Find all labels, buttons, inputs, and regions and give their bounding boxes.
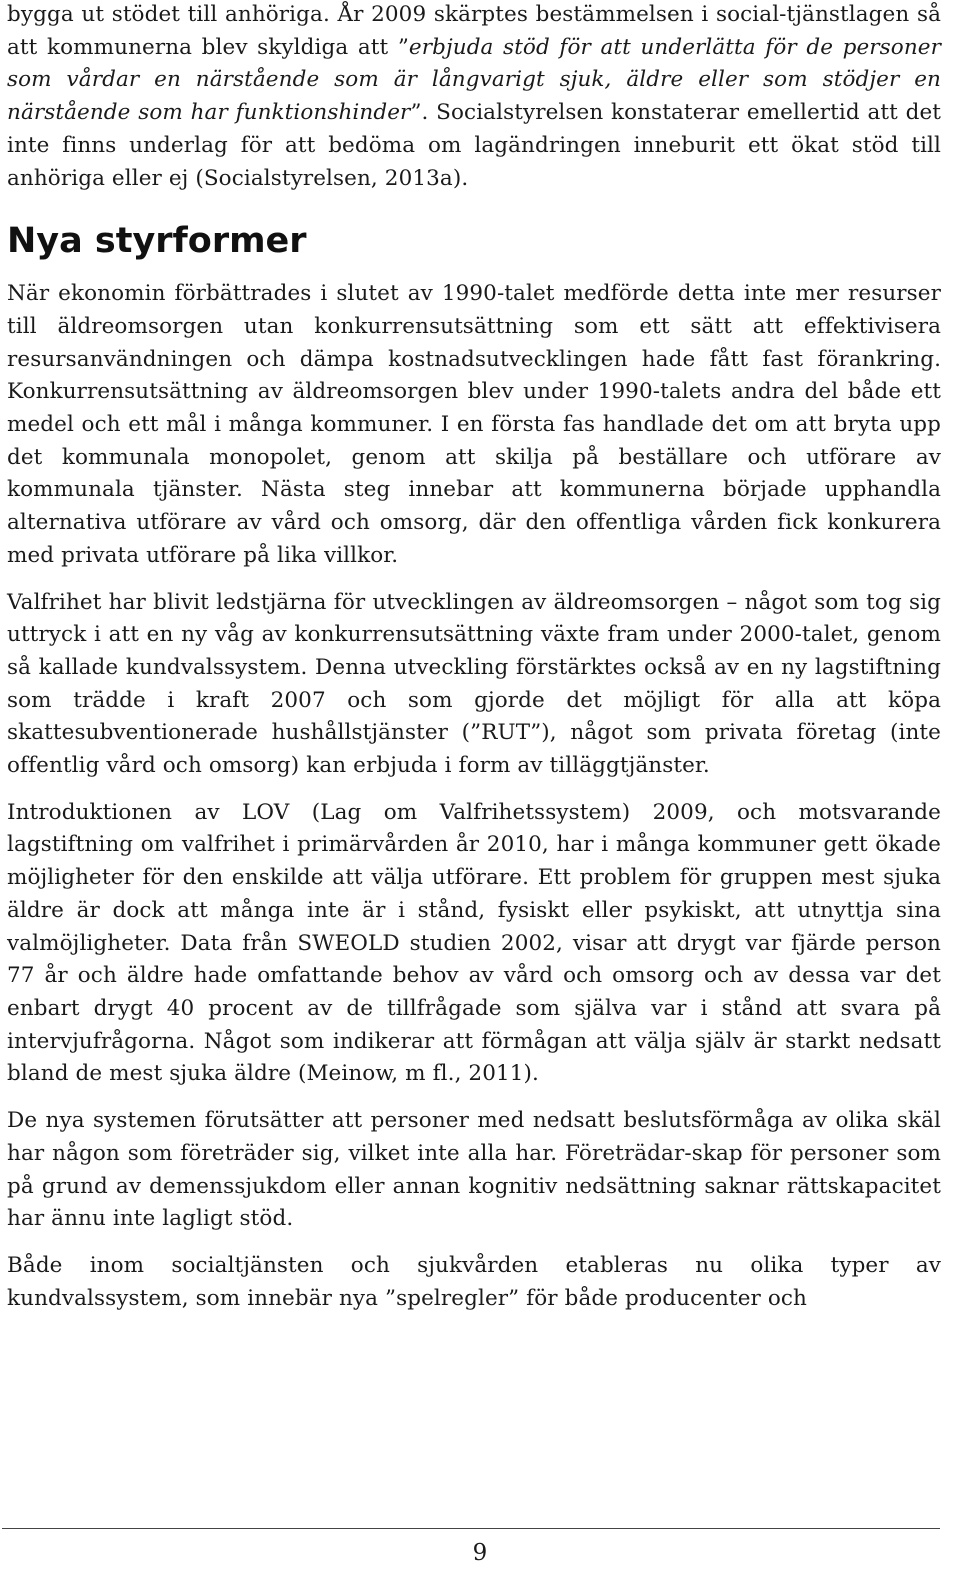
footer-divider [2,1528,940,1529]
section-heading: Nya styrformer [7,221,307,262]
intro-text: bygga ut stödet till anhöriga. År 2009 skärptes bestämmelsen i social-tjänstlagen så att kommunerna blev skyldiga att ” [7,2,941,60]
body-paragraph-1: När ekonomin förbättrades i slutet av 1990-talet medförde detta inte mer resurser till äldreomsorgen utan konkurrensutsättning som ett sätt att effektivisera resursanvändningen och dämpa kostnadsutvecklingen hade fått fast förankring. Konkurrensutsättning av äldreomsorgen blev under 1990-talets andra del både ett medel och ett mål i många kommuner. I en första fas handlade det om att bryta upp det kommunala monopolet, genom att skilja på beställare och utförare av kommunala tjänster. Nästa steg innebar att kommunerna började upphandla alternativa utförare av vård och omsorg, där den offentliga vården fick konkurera med privata utförare på lika villkor. [7,281,941,568]
intro-paragraph [7,0,941,195]
body-paragraph-5: Både inom socialtjänsten och sjukvården etableras nu olika typer av kundvalssystem, som innebär nya ”spelregler” för både producenter och [7,1252,941,1311]
body-paragraph-3: Introduktionen av LOV (Lag om Valfrihetssystem) 2009, och motsvarande lagstiftning om valfrihet i primärvården år 2010, har i många kommuner gett ökade möjligheter för den enskilde att välja utförare. Ett problem för gruppen mest sjuka äldre är dock att många inte är i stånd, fysiskt eller psykiskt, att utnyttja sina valmöjligheter. Data från SWEOLD studien 2002, visar att drygt var fjärde person 77 år och äldre hade omfattande behov av vård och omsorg och av dessa var det enbart drygt 40 procent av de tillfrågade som själva var i stånd att svara på intervjufrågorna. Något som indikerar att förmågan att välja själv är starkt nedsatt bland de mest sjuka äldre (Meinow, m fl., 2011). [7,799,941,1087]
body-paragraph-2: Valfrihet har blivit ledstjärna för utvecklingen av äldreomsorgen – något som tog sig uttryck i att en ny våg av konkurrensutsättning växte fram under 2000-talet, genom så kallade kundvalssystem. Denna utveckling förstärktes också av en ny lagstiftning som trädde i kraft 2007 och som gjorde det möjligt för alla att köpa skattesubventionerade hushållstjänster (”RUT”), något som privata företag (inte offentlig vård och omsorg) kan erbjuda i form av tilläggtjänster. [7,589,941,779]
body-paragraph-4: De nya systemen förutsätter att personer med nedsatt beslutsförmåga av olika skäl har någon som företräder sig, vilket inte alla har. Företrädar-skap för personer som på grund av demenssjukdom eller annan kognitiv nedsättning saknar rättskapacitet har ännu inte lagligt stöd. [7,1108,941,1232]
intro-text-end: ”. Socialstyrelsen konstaterar emellertid att det inte finns underlag för att bedöma om lagändringen inneburit ett ökat stöd till anhöriga eller ej (Socialstyrelsen, 2013a). [7,100,942,191]
document-page [7,0,941,1315]
intro-quote: erbjuda stöd för att underlätta för de personer som vårdar en närstående som är långvarigt sjuk, äldre eller som stödjer en närstående som har funktionshinder [7,34,942,126]
page-number: 9 [472,1540,488,1566]
